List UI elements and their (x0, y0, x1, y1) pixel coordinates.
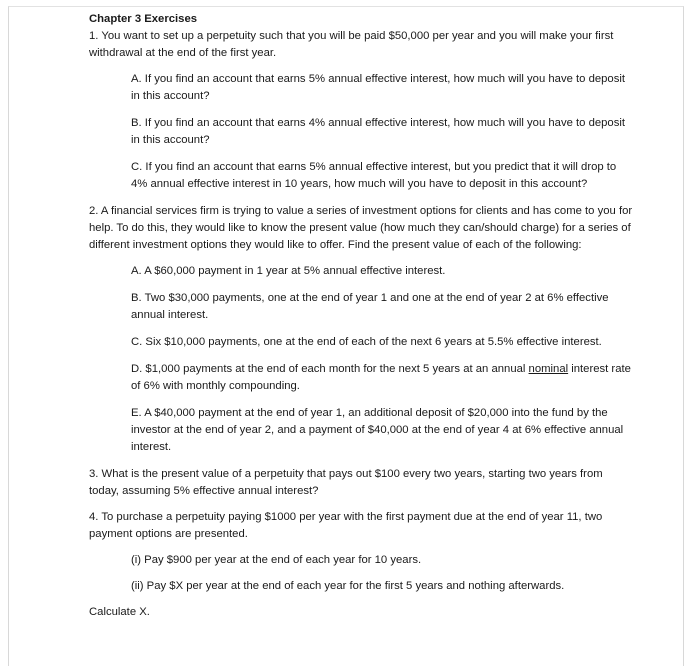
question-1c: C. If you find an account that earns 5% annual effective interest, but you predict that it will drop to 4% annual effective interest in 10 years, how much will you have to deposit in this account? (131, 161, 617, 190)
question-2d (89, 361, 634, 395)
question-2a: A. A $60,000 payment in 1 year at 5% annual effective interest. (131, 265, 446, 277)
question-2c: C. Six $10,000 payments, one at the end of each of the next 6 years at 5.5% effective interest. (131, 336, 602, 348)
question-2d-text-before: D. $1,000 payments at the end of each month for the next 5 years at an annual (131, 363, 529, 375)
question-1b: B. If you find an account that earns 4% annual effective interest, how much will you have to deposit in this account? (131, 117, 626, 146)
nominal-underlined: nominal (528, 363, 569, 375)
question-2d-text-after: interest rate of 6% with monthly compounding. (131, 363, 631, 392)
question-4-option-i: (i) Pay $900 per year at the end of each year for 10 years. (131, 554, 422, 566)
question-1: 1. You want to set up a perpetuity such that you will be paid $50,000 per year and you will make your first withdrawal at the end of the first year. (89, 30, 614, 59)
question-2b: B. Two $30,000 payments, one at the end of year 1 and one at the end of year 2 at 6% effective annual interest. (131, 292, 609, 321)
chapter-title: Chapter 3 Exercises (89, 13, 198, 25)
question-1a: A. If you find an account that earns 5% annual effective interest, how much will you have to deposit in this account? (131, 73, 626, 102)
question-3: 3. What is the present value of a perpetuity that pays out $100 every two years, starting two years from today, assuming 5% effective annual interest? (89, 468, 603, 497)
question-4-closing: Calculate X. (89, 606, 150, 618)
question-2e: E. A $40,000 payment at the end of year 1, an additional deposit of $20,000 into the fund by the investor at the end of year 2, and a payment of $40,000 at the end of year 4 at 6% effective annual interest. (131, 407, 624, 453)
question-4-option-ii: (ii) Pay $X per year at the end of each year for the first 5 years and nothing afterwards. (131, 580, 565, 592)
question-4: 4. To purchase a perpetuity paying $1000 per year with the first payment due at the end of year 11, two payment options are presented. (89, 511, 603, 540)
question-2: 2. A financial services firm is trying to value a series of investment options for clients and has come to you for help. To do this, they would like to know the present value (how much they can/should charge) for a series of different investment options they would like to offer. Find the present value of each of the following: (89, 205, 633, 251)
document-body (89, 11, 634, 630)
